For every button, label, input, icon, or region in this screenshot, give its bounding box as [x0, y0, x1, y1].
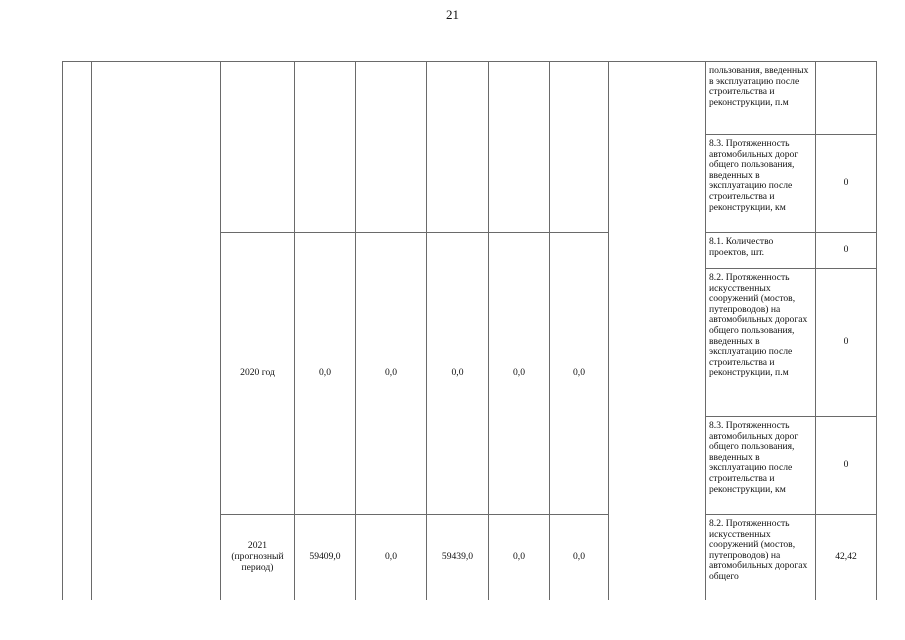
- indicator-text: пользования, введенных в эксплуатацию после строительства и реконструкции, п.м: [706, 62, 816, 135]
- value-cell: 0,0: [550, 233, 609, 515]
- value-cell: [295, 62, 356, 233]
- indicator-text: 8.2. Протяженность искусственных сооружений (мостов, путепроводов) на автомобильных дорогах общего: [706, 515, 816, 600]
- page-number: 21: [446, 7, 459, 22]
- value-cell: [550, 62, 609, 233]
- value-cell: [489, 62, 550, 233]
- indicator-value: [816, 62, 877, 135]
- value-cell: [427, 62, 489, 233]
- indicator-value: 0: [816, 269, 877, 417]
- year-cell: 2020 год: [221, 233, 295, 515]
- value-cell: 59439,0: [427, 515, 489, 600]
- indicator-value: 0: [816, 135, 877, 233]
- indicator-text: 8.2. Протяженность искусственных сооружений (мостов, путепроводов) на автомобильных дорогах общего пользования, введенных в эксплуатацию после строительства и реконструкции, п.м: [706, 269, 816, 417]
- executor-cell: [609, 62, 706, 600]
- year-cell: [221, 62, 295, 233]
- value-cell: 0,0: [427, 233, 489, 515]
- value-cell: [356, 62, 427, 233]
- value-cell: 0,0: [489, 515, 550, 600]
- year-cell: 2021 (прогнозный период): [221, 515, 295, 600]
- value-cell: 0,0: [489, 233, 550, 515]
- indicator-text: 8.3. Протяженность автомобильных дорог общего пользования, введенных в эксплуатацию после строительства и реконструкции, км: [706, 135, 816, 233]
- indicator-value: 0: [816, 233, 877, 269]
- table-row: [63, 62, 877, 135]
- indicator-value: 42,42: [816, 515, 877, 600]
- value-cell: 0,0: [295, 233, 356, 515]
- value-cell: 0,0: [356, 233, 427, 515]
- indicator-value: 0: [816, 417, 877, 515]
- value-cell: 0,0: [356, 515, 427, 600]
- indicator-text: 8.3. Протяженность автомобильных дорог общего пользования, введенных в эксплуатацию после строительства и реконструкции, км: [706, 417, 816, 515]
- indicator-text: 8.1. Количество проектов, шт.: [706, 233, 816, 269]
- event-name-cell: [92, 62, 221, 600]
- value-cell: 0,0: [550, 515, 609, 600]
- program-table: [62, 61, 877, 600]
- value-cell: 59409,0: [295, 515, 356, 600]
- number-cell: [63, 62, 92, 600]
